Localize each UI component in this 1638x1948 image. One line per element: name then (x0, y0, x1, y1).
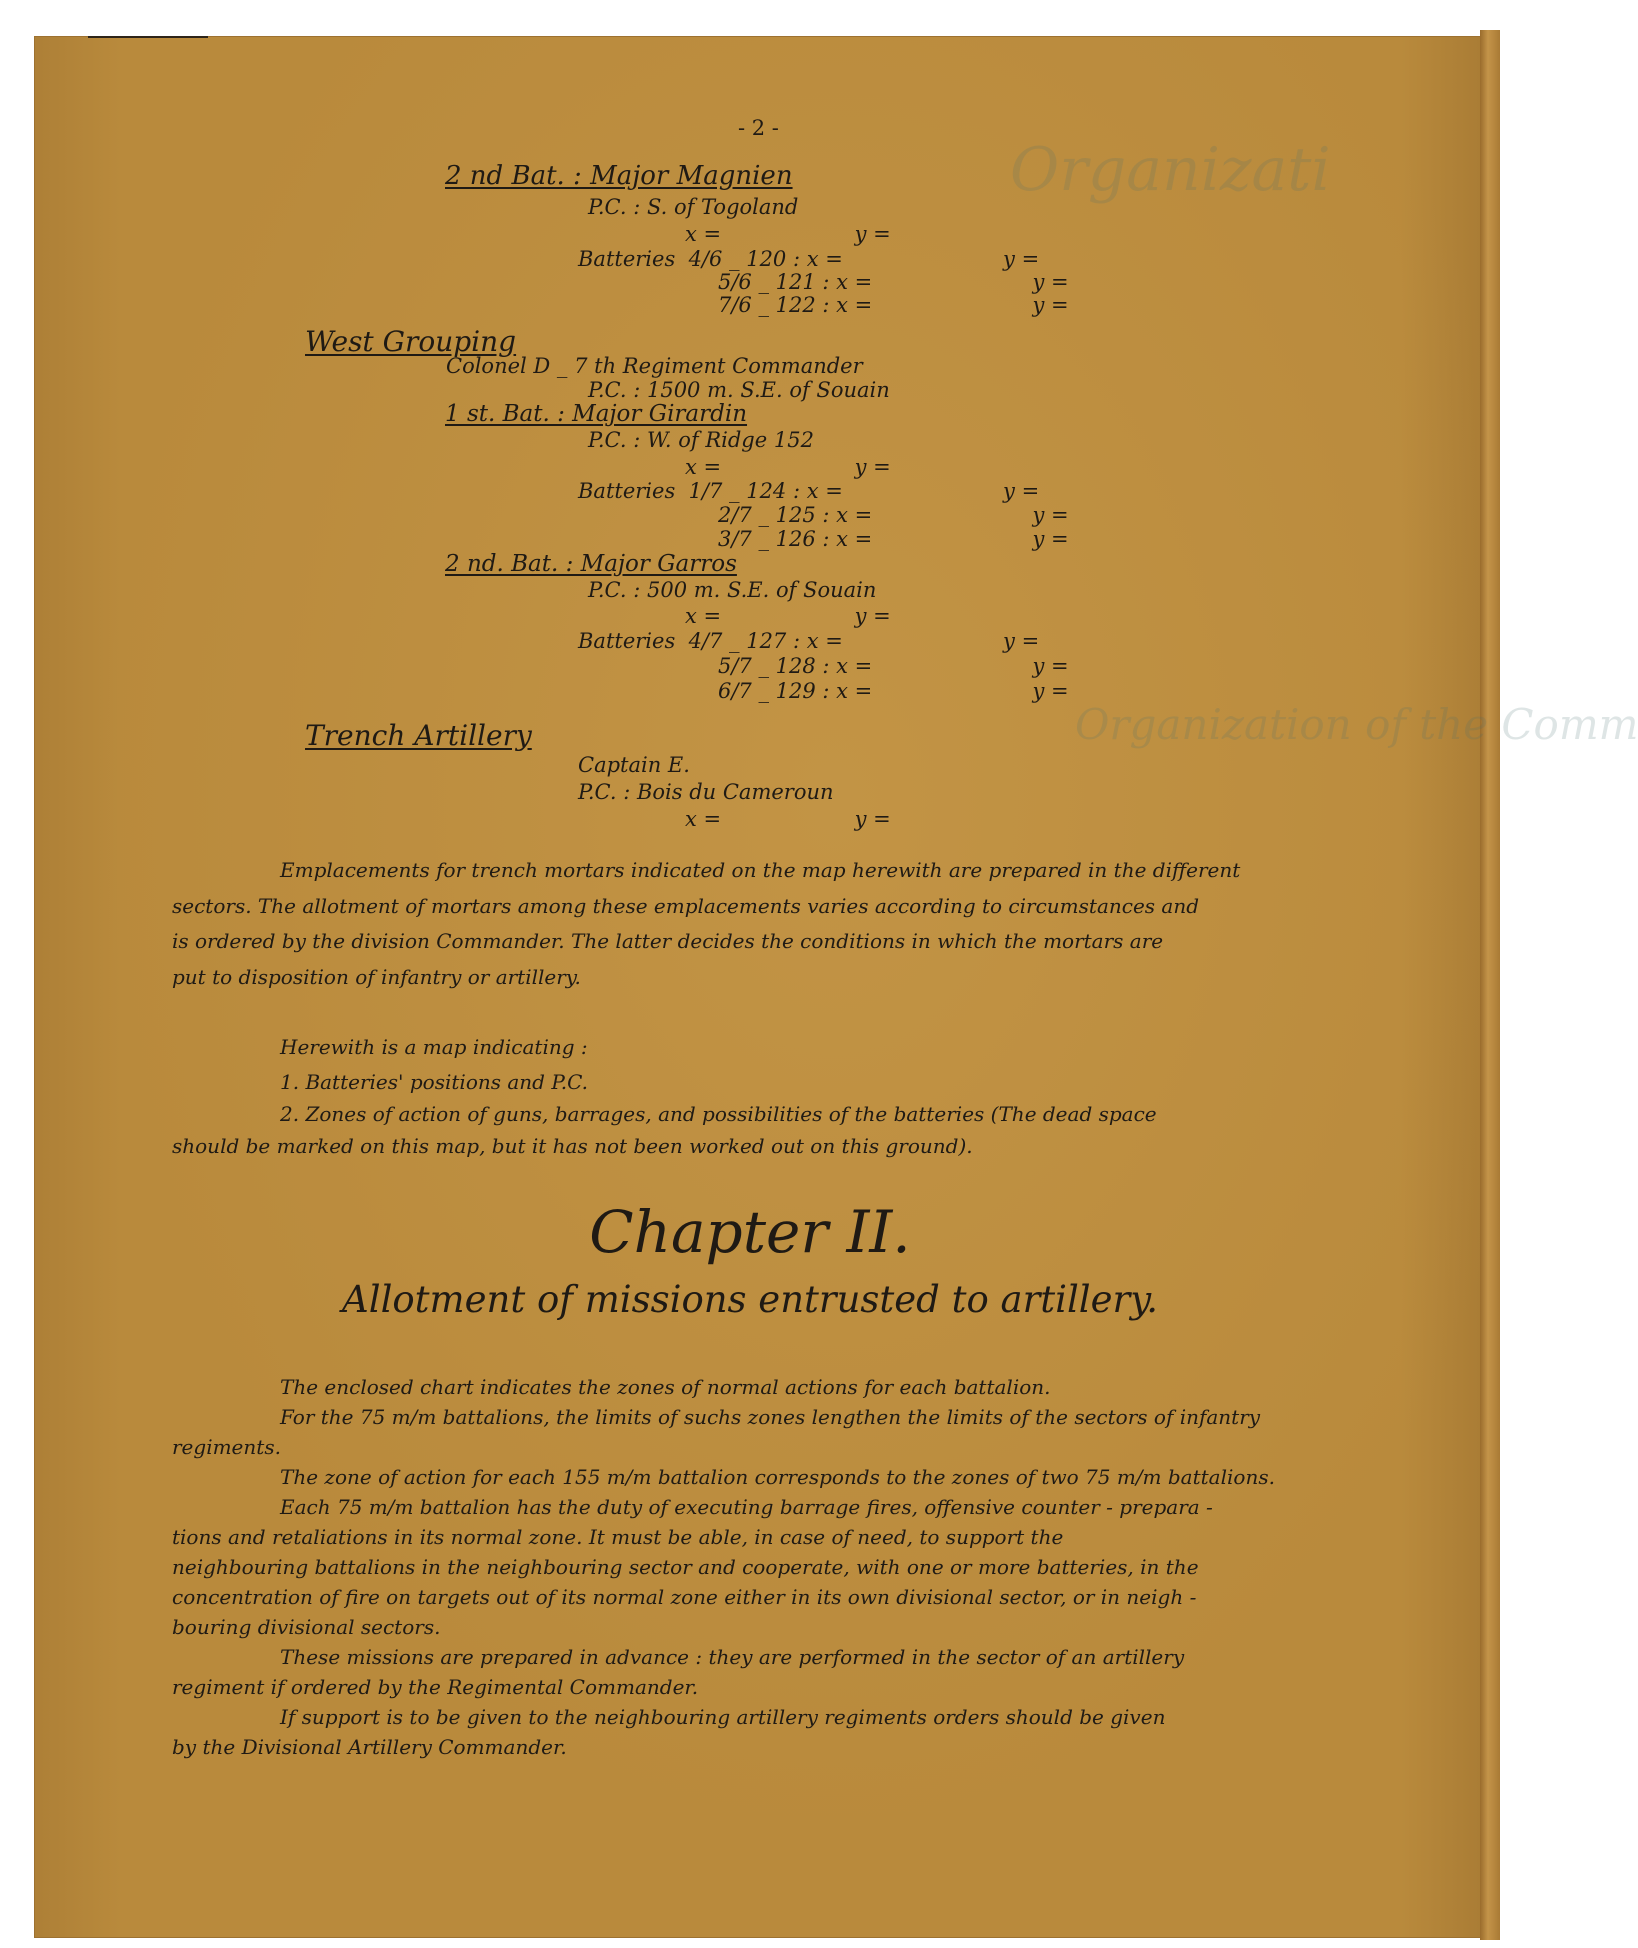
map-paragraph (172, 1030, 1392, 1162)
second-bat-magnien-pc: P.C. : S. of Togoland (588, 195, 799, 219)
emplacements-paragraph (172, 853, 1392, 995)
west-grouping-pc: P.C. : 1500 m. S.E. of Souain (588, 378, 890, 402)
bleed-through-heading: Organization of the Comm (1075, 700, 1638, 749)
paragraph-line: The zone of action for each 155 m/m battalion corresponds to the zones of two 75 m/m battalions. (280, 1465, 1275, 1489)
second-bat-garros-xy: x = y = (685, 604, 891, 628)
paragraph-line: sectors. The allotment of mortars among these emplacements varies according to circumstances and (172, 893, 1200, 918)
trench-artillery-captain: Captain E. (578, 753, 690, 777)
trench-artillery-xy: x = y = (685, 807, 891, 831)
paragraph-line: Herewith is a map indicating : (280, 1035, 588, 1059)
corner-rule (88, 36, 208, 38)
battery-row: 2/7 _ 125 : x = y = (718, 503, 1069, 527)
battery-row: 5/7 _ 128 : x = y = (718, 654, 1069, 678)
paragraph-line: put to disposition of infantry or artillery. (172, 964, 581, 989)
west-grouping-colonel: Colonel D _ 7 th Regiment Commander (446, 354, 863, 378)
paragraph-line: 2. Zones of action of guns, barrages, and possibilities of the batteries (The dead space (280, 1101, 1157, 1126)
second-bat-magnien-header: 2 nd Bat. : Major Magnien (445, 161, 793, 191)
page-fold (1480, 30, 1500, 1940)
first-bat-girardin-header: 1 st. Bat. : Major Girardin (445, 401, 748, 427)
battery-row: Batteries 4/7 _ 127 : x = y = (578, 629, 1040, 653)
first-bat-girardin-xy: x = y = (685, 455, 891, 479)
paragraph-line: If support is to be given to the neighbouring artillery regiments orders should be given (280, 1705, 1166, 1729)
chapter-title: Chapter II. (589, 1198, 911, 1266)
paragraph-line: These missions are prepared in advance : they are performed in the sector of an artillery (280, 1645, 1185, 1669)
chapter-subtitle: Allotment of missions entrusted to artillery. (342, 1278, 1158, 1321)
battery-row: Batteries 4/6 _ 120 : x = y = (578, 247, 1040, 271)
second-bat-garros-header: 2 nd. Bat. : Major Garros (445, 551, 737, 577)
paragraph-line: is ordered by the division Commander. The latter decides the conditions in which the mortars are (172, 929, 1164, 953)
paragraph-line: regiment if ordered by the Regimental Commander. (172, 1675, 699, 1699)
bleed-through-title: Organizati (1010, 135, 1331, 205)
paragraph-line: The enclosed chart indicates the zones of normal actions for each battalion. (280, 1375, 1051, 1399)
paragraph-line: 1. Batteries' positions and P.C. (280, 1069, 589, 1094)
paragraph-line: by the Divisional Artillery Commander. (172, 1735, 567, 1759)
paragraph-line: For the 75 m/m battalions, the limits of suchs zones lengthen the limits of the sectors of infantry (280, 1405, 1261, 1429)
paragraph-line: regiments. (172, 1435, 281, 1459)
battery-row: 6/7 _ 129 : x = y = (718, 679, 1069, 703)
page-number: - 2 - (738, 116, 779, 140)
battery-row: 5/6 _ 121 : x = y = (718, 270, 1069, 294)
trench-artillery-title: Trench Artillery (305, 719, 532, 752)
paragraph-line: neighbouring battalions in the neighbouring sector and cooperate, with one or more batteries, in the (172, 1555, 1199, 1579)
first-bat-girardin-pc: P.C. : W. of Ridge 152 (588, 428, 814, 452)
battery-row: 7/6 _ 122 : x = y = (718, 293, 1069, 317)
trench-artillery-pc: P.C. : Bois du Cameroun (578, 780, 834, 804)
paragraph-line: should be marked on this map, but it has not been worked out on this ground). (172, 1133, 973, 1158)
battery-row: Batteries 1/7 _ 124 : x = y = (578, 479, 1040, 503)
paragraph-line: bouring divisional sectors. (172, 1615, 441, 1639)
paragraph-line: Each 75 m/m battalion has the duty of executing barrage fires, offensive counter - prepara - (280, 1495, 1213, 1519)
second-bat-magnien-xy: x = y = (685, 222, 891, 246)
second-bat-garros-pc: P.C. : 500 m. S.E. of Souain (588, 578, 877, 602)
paragraph-line: concentration of fire on targets out of its normal zone either in its own divisional sector, or in neigh - (172, 1585, 1197, 1609)
missions-paragraph (172, 1372, 1392, 1762)
battery-row: 3/7 _ 126 : x = y = (718, 527, 1069, 551)
paragraph-line: Emplacements for trench mortars indicated on the map herewith are prepared in the different (280, 858, 1241, 882)
west-grouping-title: West Grouping (305, 325, 517, 358)
paragraph-line: tions and retaliations in its normal zone. It must be able, in case of need, to support the (172, 1525, 1064, 1549)
